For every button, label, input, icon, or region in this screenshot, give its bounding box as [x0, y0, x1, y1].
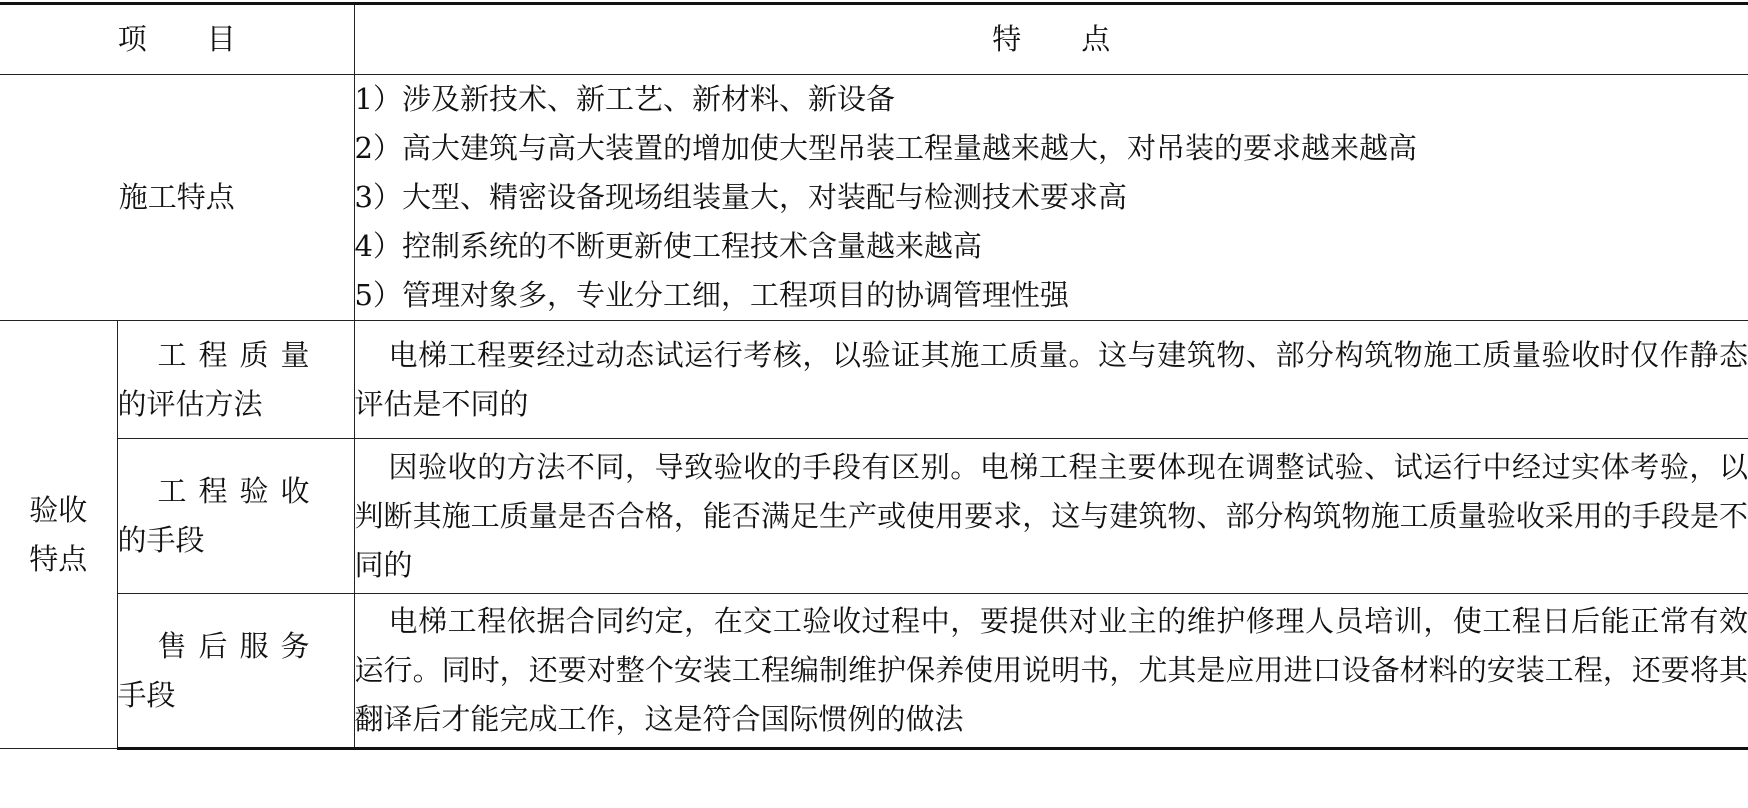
acceptance-text-means: 因验收的方法不同，导致验收的手段有区别。电梯工程主要体现在调整试验、试运行中经过实体考验，以判断其施工质量是否合格，能否满足生产或使用要求，这与建筑物、部分构筑物施工质量验收采用的手段是不同的 [354, 439, 1748, 594]
header-item-a: 项 [117, 22, 147, 56]
acceptance-row-means [0, 439, 1748, 594]
sub-label-line2: 的评估方法 [117, 386, 263, 421]
header-feature-b: 点 [1081, 22, 1111, 56]
sub-label-line1: 工程质量 [157, 337, 322, 372]
sub-label-means [117, 439, 354, 594]
feature-item: 4）控制系统的不断更新使工程技术含量越来越高 [354, 229, 982, 263]
sub-label-line2: 手段 [117, 677, 176, 712]
acceptance-text-service: 电梯工程依据合同约定，在交工验收过程中，要提供对业主的维护修理人员培训，使工程日后能正常有效运行。同时，还要对整个安装工程编制维护保养使用说明书，尤其是应用进口设备材料的安装工程，还要将其翻译后才能完成工作，这是符合国际惯例的做法 [354, 594, 1748, 749]
acceptance-label-line2: 特点 [29, 541, 88, 576]
acceptance-row-quality [0, 321, 1748, 439]
acceptance-row-service [0, 594, 1748, 749]
header-row [0, 4, 1748, 75]
construction-row [0, 75, 1748, 321]
feature-item: 5）管理对象多，专业分工细，工程项目的协调管理性强 [354, 278, 1069, 312]
header-item-b: 目 [206, 22, 236, 56]
acceptance-label-line1: 验收 [29, 492, 88, 527]
feature-item: 2）高大建筑与高大装置的增加使大型吊装工程量越来越大，对吊装的要求越来越高 [354, 131, 1417, 165]
sub-label-service [117, 594, 354, 749]
acceptance-label [0, 321, 117, 749]
feature-item: 3）大型、精密设备现场组装量大，对装配与检测技术要求高 [354, 180, 1127, 214]
header-feature-a: 特 [992, 22, 1022, 56]
sub-label-line2: 的手段 [117, 523, 205, 557]
header-feature [354, 4, 1748, 75]
sub-label-line1: 工程验收 [157, 474, 322, 508]
sub-label-line1: 售后服务 [157, 628, 322, 663]
acceptance-text-quality: 电梯工程要经过动态试运行考核，以验证其施工质量。这与建筑物、部分构筑物施工质量验收时仅作静态评估是不同的 [354, 321, 1748, 439]
feature-table [0, 2, 1748, 750]
sub-label-quality [117, 321, 354, 439]
feature-item: 1）涉及新技术、新工艺、新材料、新设备 [354, 82, 895, 116]
construction-features [354, 75, 1748, 321]
header-item [0, 4, 354, 75]
construction-label: 施工特点 [0, 75, 354, 321]
